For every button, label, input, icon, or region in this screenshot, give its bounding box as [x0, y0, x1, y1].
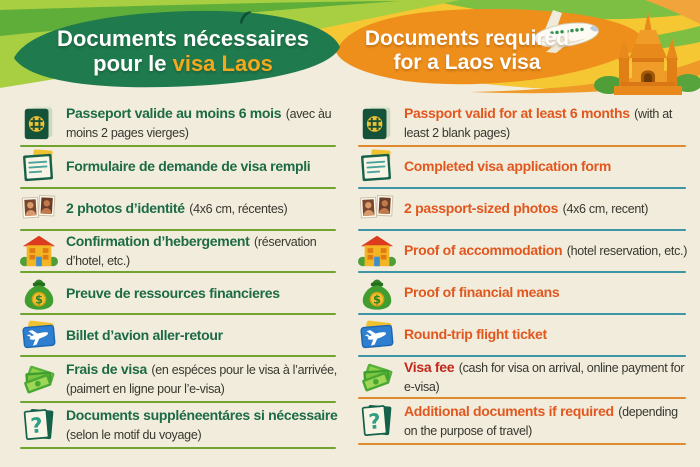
- application-form-icon: [358, 148, 396, 186]
- english-title-line1: Documents required: [364, 27, 570, 50]
- list-item: [20, 358, 340, 400]
- item-subtext: (4x6 cm, récentes): [189, 202, 288, 217]
- separator: [358, 187, 686, 189]
- money-bag-icon: [358, 274, 396, 312]
- separator: [358, 313, 686, 315]
- separator: [358, 145, 686, 147]
- item-title: Documents suppléneentáres si nécessaire: [66, 407, 338, 424]
- english-title-line2: for a Laos visa: [393, 50, 541, 74]
- separator: [20, 447, 336, 449]
- separator: [358, 229, 686, 231]
- separator: [20, 229, 336, 231]
- flight-ticket-icon: [358, 316, 396, 354]
- item-subtext: (hotel reservation, etc.): [566, 244, 688, 259]
- french-column: [0, 97, 350, 467]
- list-item: [20, 232, 340, 270]
- item-subtext: (réservation d’hotel, etc.): [66, 235, 317, 269]
- list-item: [20, 316, 340, 354]
- separator: [358, 271, 686, 273]
- french-title-highlight: visa Laos: [172, 50, 273, 76]
- separator: [20, 401, 336, 403]
- french-title-line2: [30, 52, 336, 77]
- item-title: Additional documents if required: [404, 403, 614, 420]
- item-subtext: (selon le motif du voyage): [66, 428, 202, 443]
- list-item: [358, 102, 690, 144]
- item-title: Passeport valide au moins 6 mois: [66, 104, 282, 121]
- checklist-columns: [0, 97, 700, 467]
- separator: [20, 313, 336, 315]
- list-item: [358, 274, 690, 312]
- item-subtext: (en espéces pour le visa à l’arrivée, (paimert en ligne pour l’e-visa): [66, 363, 337, 397]
- question-document-icon: [358, 402, 396, 440]
- separator: [20, 271, 336, 273]
- item-subtext: (4x6 cm, recent): [562, 202, 649, 217]
- english-column: [350, 97, 700, 467]
- question-document-icon: [20, 406, 58, 444]
- id-photos-icon: [358, 190, 396, 228]
- separator: [358, 355, 686, 357]
- separator: [20, 145, 336, 147]
- item-title: 2 passport-sized photos: [404, 200, 559, 217]
- french-title-line1: Documents nécessaires: [57, 26, 309, 51]
- list-item: [20, 404, 340, 446]
- list-item: [358, 400, 690, 442]
- item-title: Proof of financial means: [404, 284, 560, 301]
- item-title: Completed visa application form: [404, 158, 611, 175]
- passport-icon: [358, 104, 396, 142]
- separator: [20, 187, 336, 189]
- item-title: Formulaire de demande de visa rempli: [66, 158, 311, 175]
- flight-ticket-icon: [20, 316, 58, 354]
- list-item: [358, 358, 690, 396]
- banknotes-icon: [20, 360, 58, 398]
- separator: [358, 443, 686, 445]
- item-title: Frais de visa: [66, 361, 147, 378]
- application-form-icon: [20, 148, 58, 186]
- list-item: [358, 232, 690, 270]
- item-subtext: (with at least 2 blank pages): [404, 106, 673, 140]
- separator: [20, 355, 336, 357]
- item-subtext: (avec àu moins 2 pages vierges): [66, 106, 332, 140]
- list-item: [358, 316, 690, 354]
- list-item: [20, 148, 340, 186]
- hotel-icon: [358, 232, 396, 270]
- item-title: Passport valid for at least 6 months: [404, 104, 630, 121]
- item-title: Confirmation d’hebergement: [66, 233, 250, 249]
- english-title: [342, 27, 592, 74]
- list-item: [358, 148, 690, 186]
- french-title: [30, 27, 336, 76]
- item-title: Visa fee: [404, 359, 455, 375]
- list-item: [20, 190, 340, 228]
- item-subtext: (depending on the purpose of travel): [404, 405, 678, 439]
- item-title: Proof of accommodation: [404, 242, 563, 259]
- list-item: [358, 190, 690, 228]
- item-title: Preuve de ressources financieres: [66, 284, 280, 301]
- banknotes-icon: [358, 358, 396, 396]
- item-title: 2 photos d’identité: [66, 200, 185, 217]
- item-title: Round-trip flight ticket: [404, 326, 547, 343]
- separator: [358, 397, 686, 399]
- list-item: [20, 274, 340, 312]
- hotel-icon: [20, 232, 58, 270]
- list-item: [20, 102, 340, 144]
- item-subtext: (cash for visa on arrival, online payment for e-visa): [404, 361, 685, 395]
- french-title-line2-prefix: pour le: [93, 50, 167, 76]
- passport-icon: [20, 104, 58, 142]
- id-photos-icon: [20, 190, 58, 228]
- money-bag-icon: [20, 274, 58, 312]
- item-title: Billet d’avion aller-retour: [66, 326, 223, 343]
